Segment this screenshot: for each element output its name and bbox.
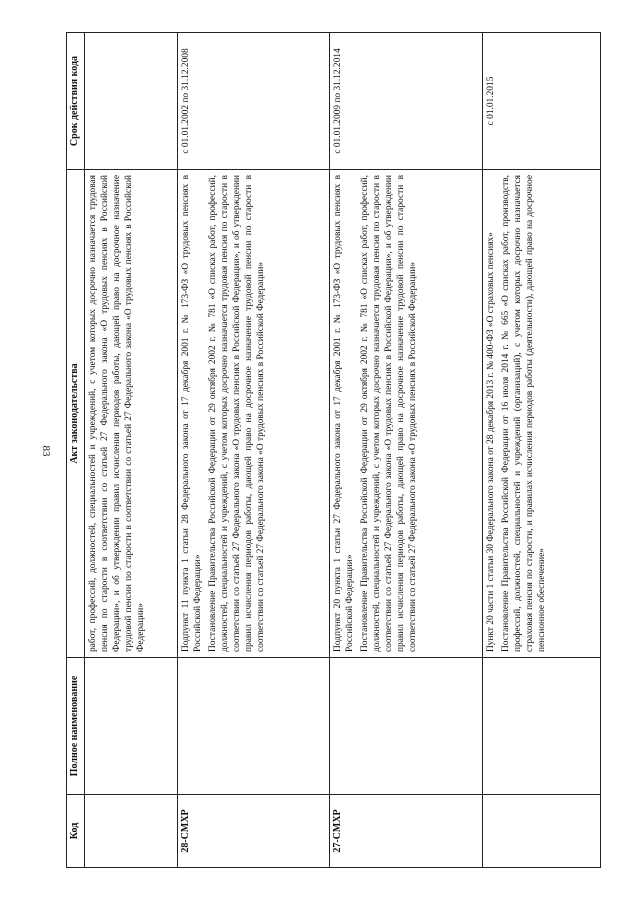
act-paragraph: Постановление Правительства Российской Федерации от 29 октября 2002 г. № 781 «О списках работ, профессий, должностей, специальностей и учреждений, с учетом которых досрочно назначается трудовая пенсия по старости в соответствии со статьей 27 Федерального закона «О трудовых пенсиях в Российской Федерации», и об утверждении правил исчисления периодов работы, дающей право на досрочное назначение трудовой пенсии по старости в соответствии со статьей 27 Федерального закона «О трудовых пенсиях в Российской Федерации» [207,175,266,652]
table-row [177,33,329,868]
act-paragraph: Подпункт 11 пункта 1 статьи 28 Федерального закона от 17 декабря 2001 г. № 173-ФЗ «О трудовых пенсиях в Российской Федерации» [180,175,203,652]
page-number: 83 [40,445,52,457]
act-paragraph: Подпункт 20 пункта 1 статьи 27 Федерального закона от 17 декабря 2001 г. № 173-ФЗ «О трудовых пенсиях в Российской Федерации» [332,175,355,652]
period-cell: с 01.01.2015 [482,33,600,170]
act-cell [482,170,600,658]
header-act: Акт законодательства [67,170,85,658]
table-row [84,33,177,868]
legislation-table [66,32,601,868]
rotated-page-content [66,33,576,868]
act-paragraph: Постановление Правительства Российской Федерации от 29 октября 2002 г. № 781 «О списках работ, профессий, должностей, специальностей и учреждений, с учетом которых досрочно назначается трудовая пенсия по старости в соответствии со статьей 27 Федерального закона «О трудовых пенсиях в Российской Федерации», и об утверждении правил исчисления периодов работы, дающей право на досрочное назначение трудовой пенсии по старости в соответствии со статьей 27 Федерального закона «О трудовых пенсиях в Российской Федерации» [359,175,418,652]
act-paragraph: работ, профессий, должностей, специальностей и учреждений, с учетом которых досрочно назначается трудовая пенсия по старости в соответствии со статьей 27 Федерального закона «О трудовых пенсиях в Российской Федерации», и об утверждении правил исчисления периодов работы, дающей право на досрочное назначение трудовой пенсии по старости в соответствии со статьей 27 Федерального закона «О трудовых пенсиях в Российской Федерации» [87,175,146,652]
code-cell [482,795,600,868]
act-cell [329,170,482,658]
header-full-name: Полное наименование [67,658,85,795]
table-row [482,33,600,868]
full-name-cell [84,658,177,795]
header-row [67,33,85,868]
full-name-cell [482,658,600,795]
table-row [329,33,482,868]
act-cell [177,170,329,658]
code-cell: 28-СМХР [177,795,329,868]
act-paragraph: Пункт 20 части 1 статьи 30 Федерального закона от 28 декабря 2013 г. № 400-ФЗ «О страховых пенсиях» [485,232,496,652]
full-name-cell [329,658,482,795]
act-cell [84,170,177,658]
code-cell: 27-СМХР [329,795,482,868]
code-cell [84,795,177,868]
period-cell: с 01.01.2009 по 31.12.2014 [329,33,482,170]
period-cell: с 01.01.2002 по 31.12.2008 [177,33,329,170]
header-code: Код [67,795,85,868]
header-period: Срок действия кода [67,33,85,170]
period-cell [84,33,177,170]
act-paragraph: Постановление Правительства Российской Федерации от 16 июля 2014 г. № 665 «О списках работ, производств, профессий, должностей, специальностей и учреждений (организаций), с учетом которых досрочно назначается страховая пенсия по старости, и правилах исчисления периодов работы (деятельности), дающей право на досрочное пенсионное обеспечение» [500,175,547,652]
full-name-cell [177,658,329,795]
